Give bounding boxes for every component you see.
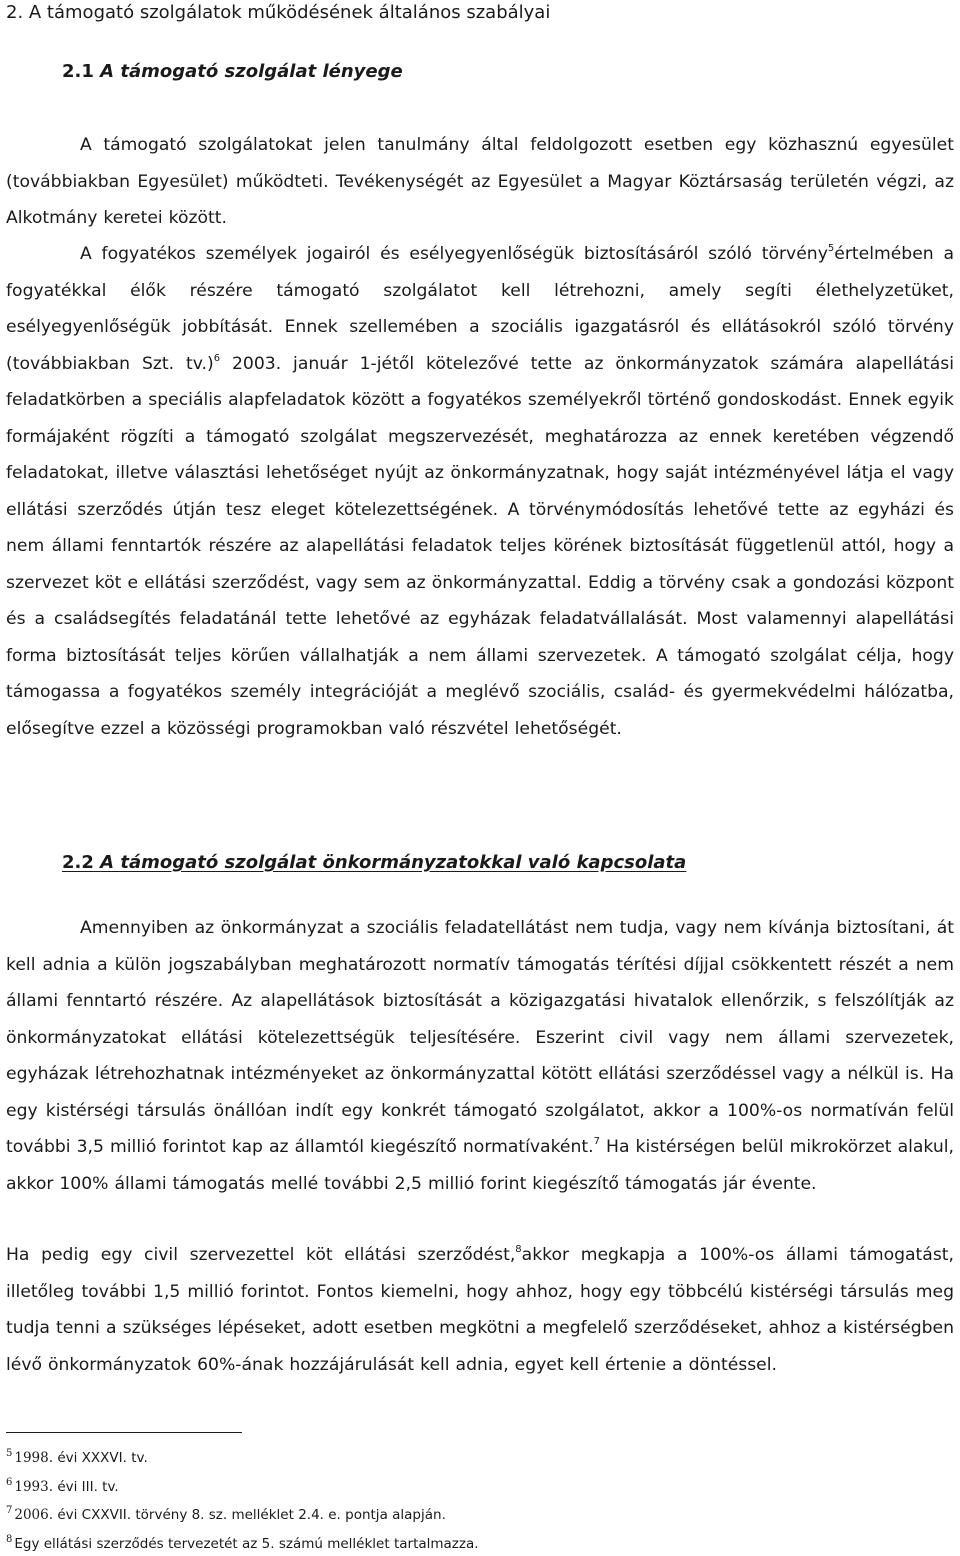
section-heading-2-1 xyxy=(62,61,403,82)
footnote-number: 5 xyxy=(6,1448,12,1459)
footnote-text: Egy ellátási szerződés tervezetét az 5. számú melléklet tartalmazza. xyxy=(14,1536,478,1552)
chapter-heading: 2. A támogató szolgálatok működésének általános szabályai xyxy=(6,2,550,23)
footnote-year: 1998. xyxy=(14,1450,53,1466)
section-title: A támogató szolgálat lényege xyxy=(100,61,403,82)
footnote-number: 6 xyxy=(6,1477,12,1488)
paragraph-text: A fogyatékos személyek jogairól és esélyegyenlőségük biztosításáról szóló törvény xyxy=(80,244,828,264)
footnote-5 xyxy=(6,1442,479,1471)
footnote-6 xyxy=(6,1471,479,1500)
section-heading-2-2 xyxy=(62,852,686,873)
footnote-divider xyxy=(6,1432,242,1433)
paragraph-text: Ha pedig egy civil szervezettel köt ellátási szerződést, xyxy=(6,1245,515,1265)
footnote-text: évi CXXVII. törvény 8. sz. melléklet 2.4. e. pontja alapján. xyxy=(53,1507,446,1523)
footnote-ref-6[interactable]: 6 xyxy=(214,353,220,364)
paragraph-2 xyxy=(6,236,954,747)
paragraph-text: Amennyiben az önkormányzat a szociális feladatellátást nem tudja, vagy nem kívánja biztosítani, át kell adnia a külön jogszabályban meghatározott normatív támogatás térítési díjjal csökkentett részét a nem állami fenntartó részére. Az alapellátások biztosítását a közigazgatási hivatalok ellenőrzik, s felszólítják az önkormányzatokat ellátási kötelezettségük teljesítésére. Eszerint civil vagy nem állami szervezetek, egyházak létrehozhatnak intézményeket az önkormányzattal kötött ellátási szerződéssel vagy a nélkül is. Ha egy kistérségi társulás önállóan indít egy konkrét támogató szolgálatot, akkor a 100%-os normatíván felül további 3,5 millió forintot kap az államtól kiegészítő normatívaként. xyxy=(6,918,954,1157)
paragraph-text: Ha kistérségen belül mikrokörzet alakul, akkor 100% állami támogatás mellé további 2,5 millió forint kiegészítő támogatás jár évente. xyxy=(6,1137,954,1194)
footnote-text: évi XXXVI. tv. xyxy=(53,1450,148,1466)
paragraph-1: A támogató szolgálatokat jelen tanulmány által feldolgozott esetben egy közhasznú egyesület (továbbiakban Egyesület) működteti. Tevékenységét az Egyesület a Magyar Köztársaság területén végzi, az Alkotmány keretei között. xyxy=(6,127,954,237)
footnote-ref-7[interactable]: 7 xyxy=(594,1136,600,1147)
paragraph-text: értelmében a fogyatékkal élők részére támogató szolgálatot kell létrehozni, amely segíti élethelyzetüket, esélyegyenlőségük jobbítását. Ennek szellemében a szociális igazgatásról és ellátásokról szóló törvény (továbbiakban Szt. tv.) xyxy=(6,244,954,374)
paragraph-text: akkor megkapja a 100%-os állami támogatást, illetőleg további 1,5 millió forintot. Fontos kiemelni, hogy ahhoz, hogy egy többcélú kistérségi társulás meg tudja tenni a szükséges lépéseket, adott esetben megkötni a megfelelő szerződéseket, ahhoz a kistérségben lévő önkormányzatok 60%-ának hozzájárulását kell adnia, egyet kell értenie a döntéssel. xyxy=(6,1245,954,1375)
footnote-8 xyxy=(6,1528,479,1556)
footnote-text: évi III. tv. xyxy=(53,1479,119,1495)
footnotes-list xyxy=(6,1442,479,1556)
paragraph-text: 2003. január 1-jétől kötelezővé tette az önkormányzatok számára alapellátási feladatkörben a speciális alapfeladatok között a fogyatékos személyekről történő gondoskodást. Ennek egyik formájaként rögzíti a támogató szolgálat megszervezését, meghatározza az ennek keretében végzendő feladatokat, illetve választási lehetőséget nyújt az önkormányzatnak, hogy saját intézményével látja el vagy ellátási szerződés útján tesz eleget kötelezettségének. A törvénymódosítás lehetővé tette az egyházi és nem állami fenntartók részére az alapellátási feladatok teljes körének biztosítását függetlenül attól, hogy a szervezet köt e ellátási szerződést, vagy sem az önkormányzattal. Eddig a törvény csak a gondozási központ és a családsegítés feladatánál tette lehetővé az egyházak feladatvállalását. Most valamennyi alapellátási forma biztosítását teljes körűen vállalhatják a nem állami szervezetek. A támogató szolgálat célja, hogy támogassa a fogyatékos személy integrációját a meglévő szociális, család- és gyermekvédelmi hálózatba, elősegítve ezzel a közösségi programokban való részvétel lehetőségét. xyxy=(6,354,954,739)
section-number: 2.1 xyxy=(62,61,94,82)
footnote-number: 8 xyxy=(6,1534,12,1545)
footnote-ref-8[interactable]: 8 xyxy=(515,1244,521,1255)
footnote-7 xyxy=(6,1499,479,1528)
paragraph-4 xyxy=(6,1237,954,1383)
paragraph-3 xyxy=(6,910,954,1202)
footnote-year: 2006. xyxy=(14,1507,53,1523)
footnote-ref-5[interactable]: 5 xyxy=(828,243,834,254)
footnote-year: 1993. xyxy=(14,1479,53,1495)
footnote-number: 7 xyxy=(6,1505,12,1516)
section-title: A támogató szolgálat önkormányzatokkal való kapcsolata xyxy=(100,852,686,873)
section-number: 2.2 xyxy=(62,852,94,873)
